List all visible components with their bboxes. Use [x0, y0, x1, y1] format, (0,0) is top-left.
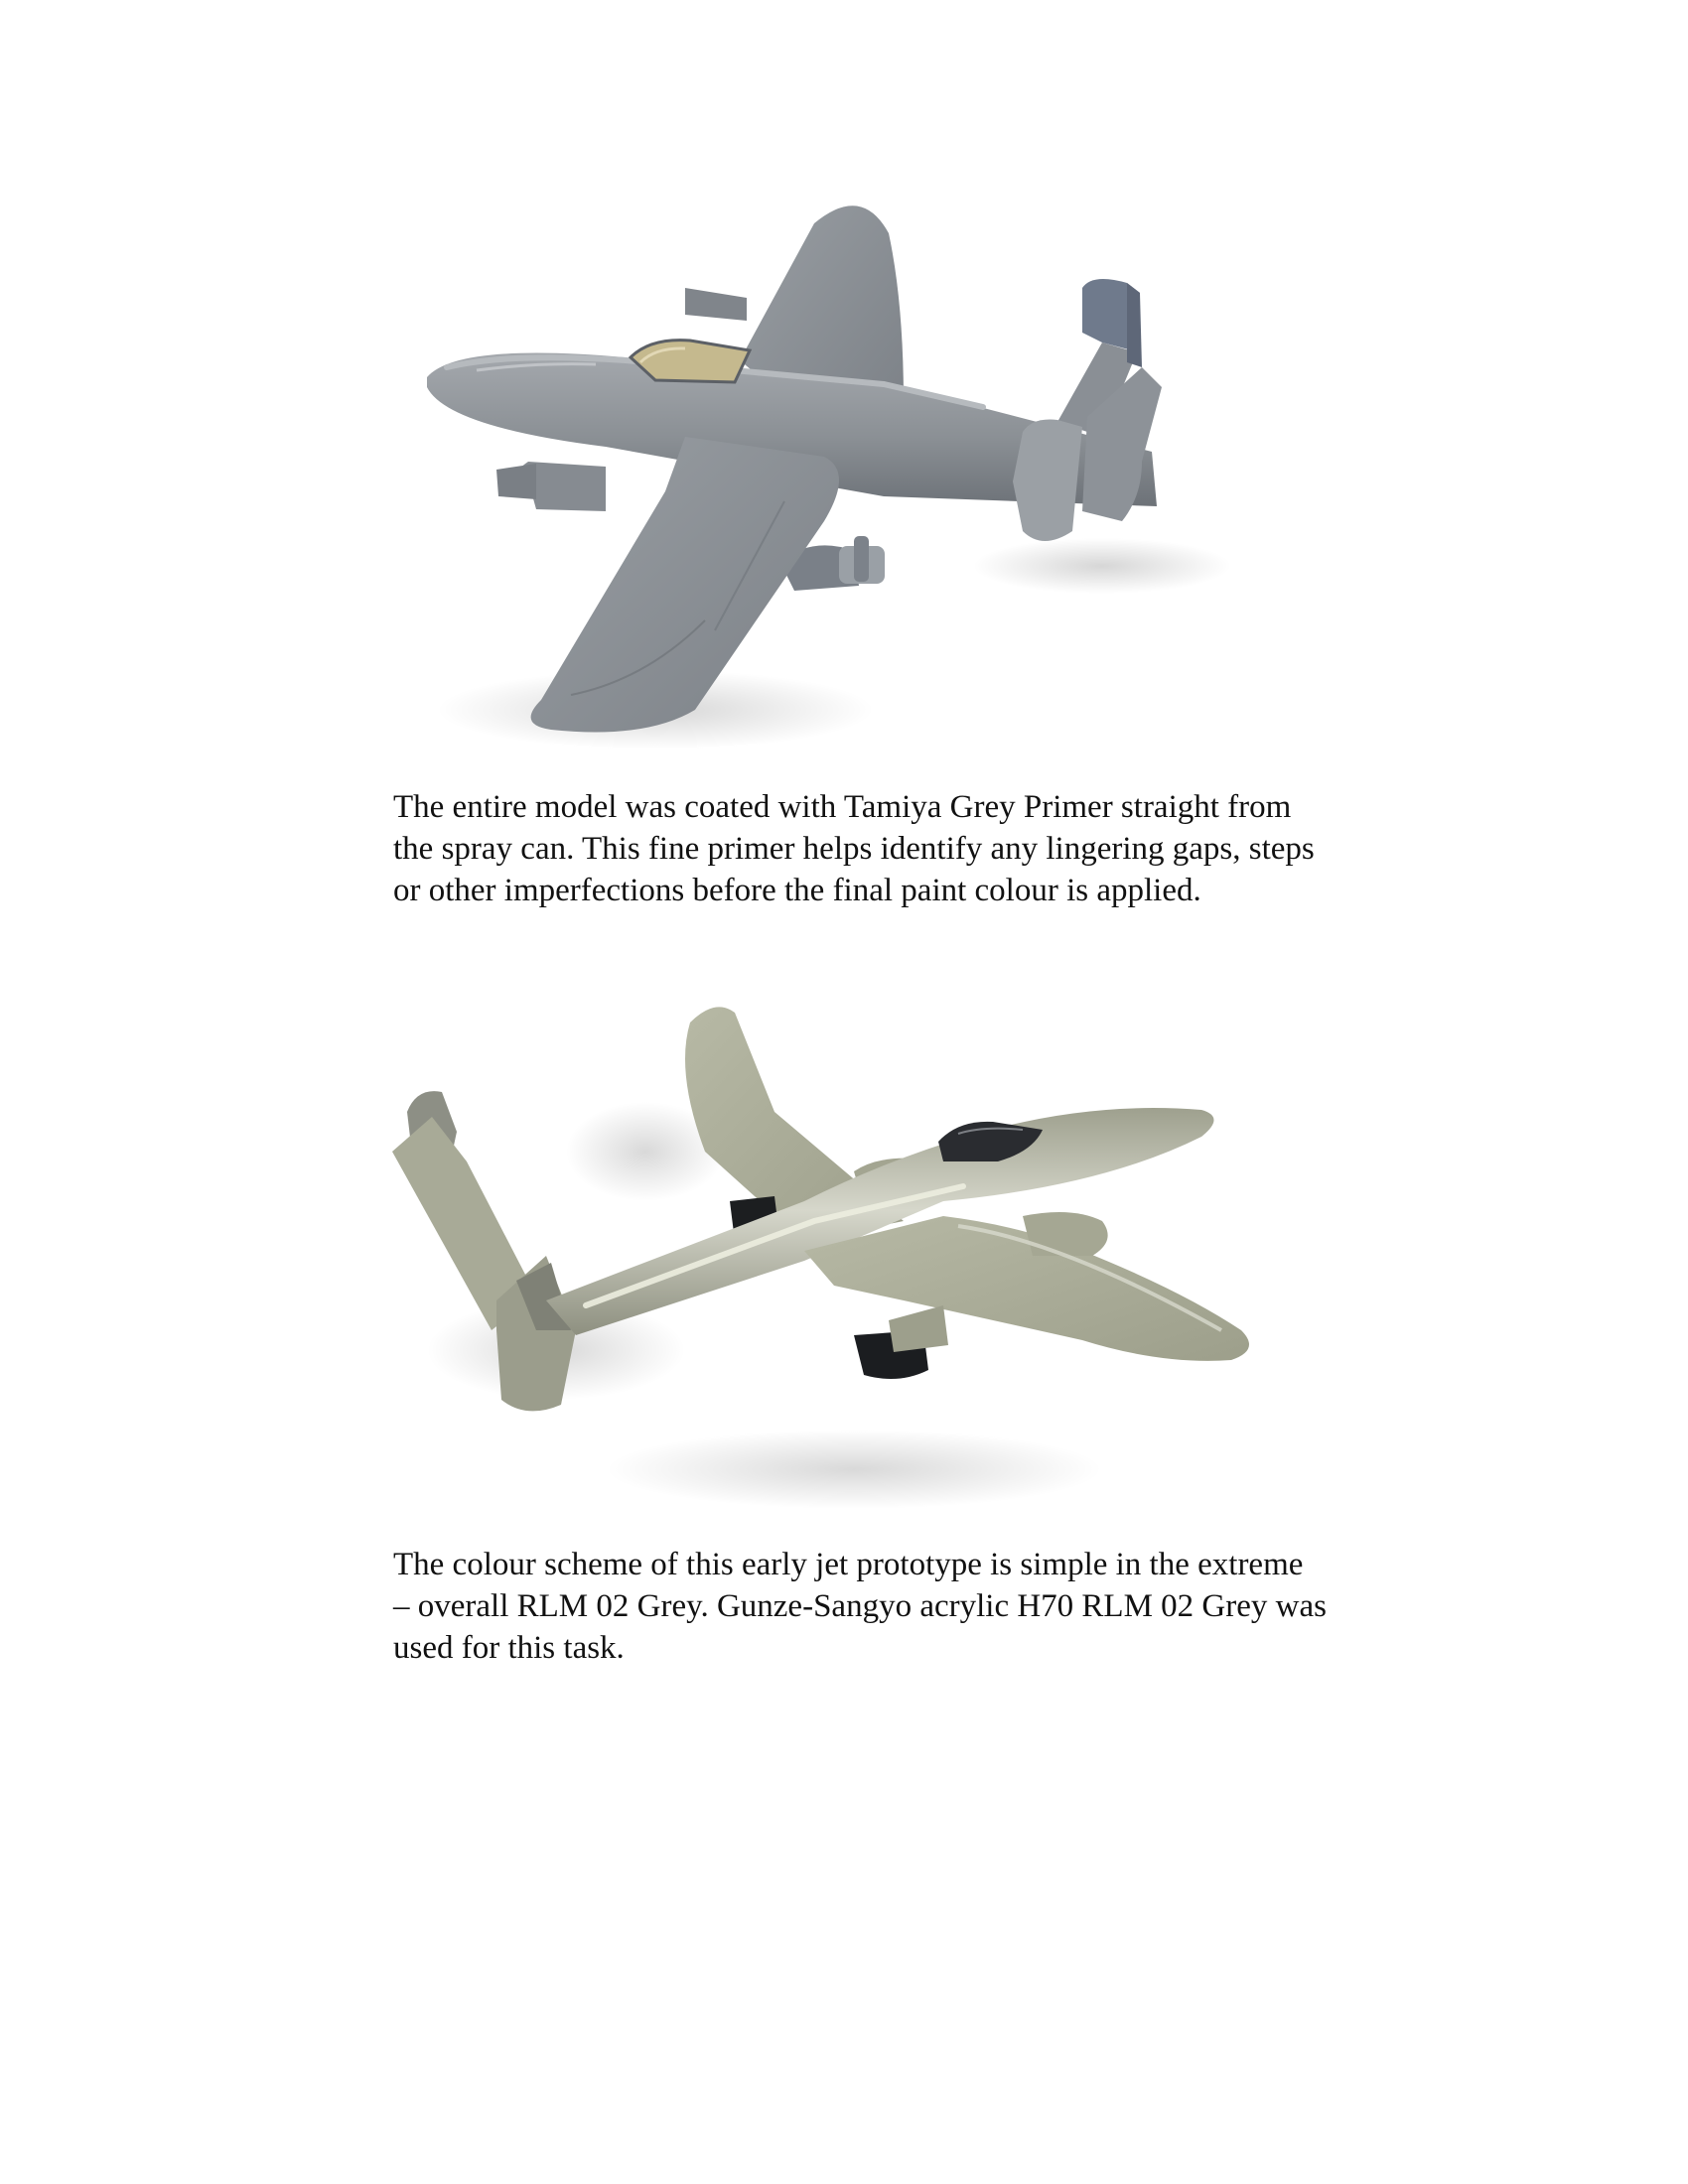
primer-model-photo: [387, 194, 1301, 769]
primer-model-image: [387, 194, 1301, 769]
caption-primer: The entire model was coated with Tamiya Grey Primer straight from the spray can. This fine primer helps identify any lingering gaps, steps or other imperfections before the final paint colour is applied.: [393, 789, 1315, 908]
painted-model-photo: [387, 1003, 1281, 1519]
painted-model-image: [387, 1003, 1281, 1519]
caption-paint-scheme: The colour scheme of this early jet prototype is simple in the extreme – overall RLM 02 Grey. Gunze-Sangyo acrylic H70 RLM 02 Grey was used for this task.: [393, 1547, 1327, 1666]
